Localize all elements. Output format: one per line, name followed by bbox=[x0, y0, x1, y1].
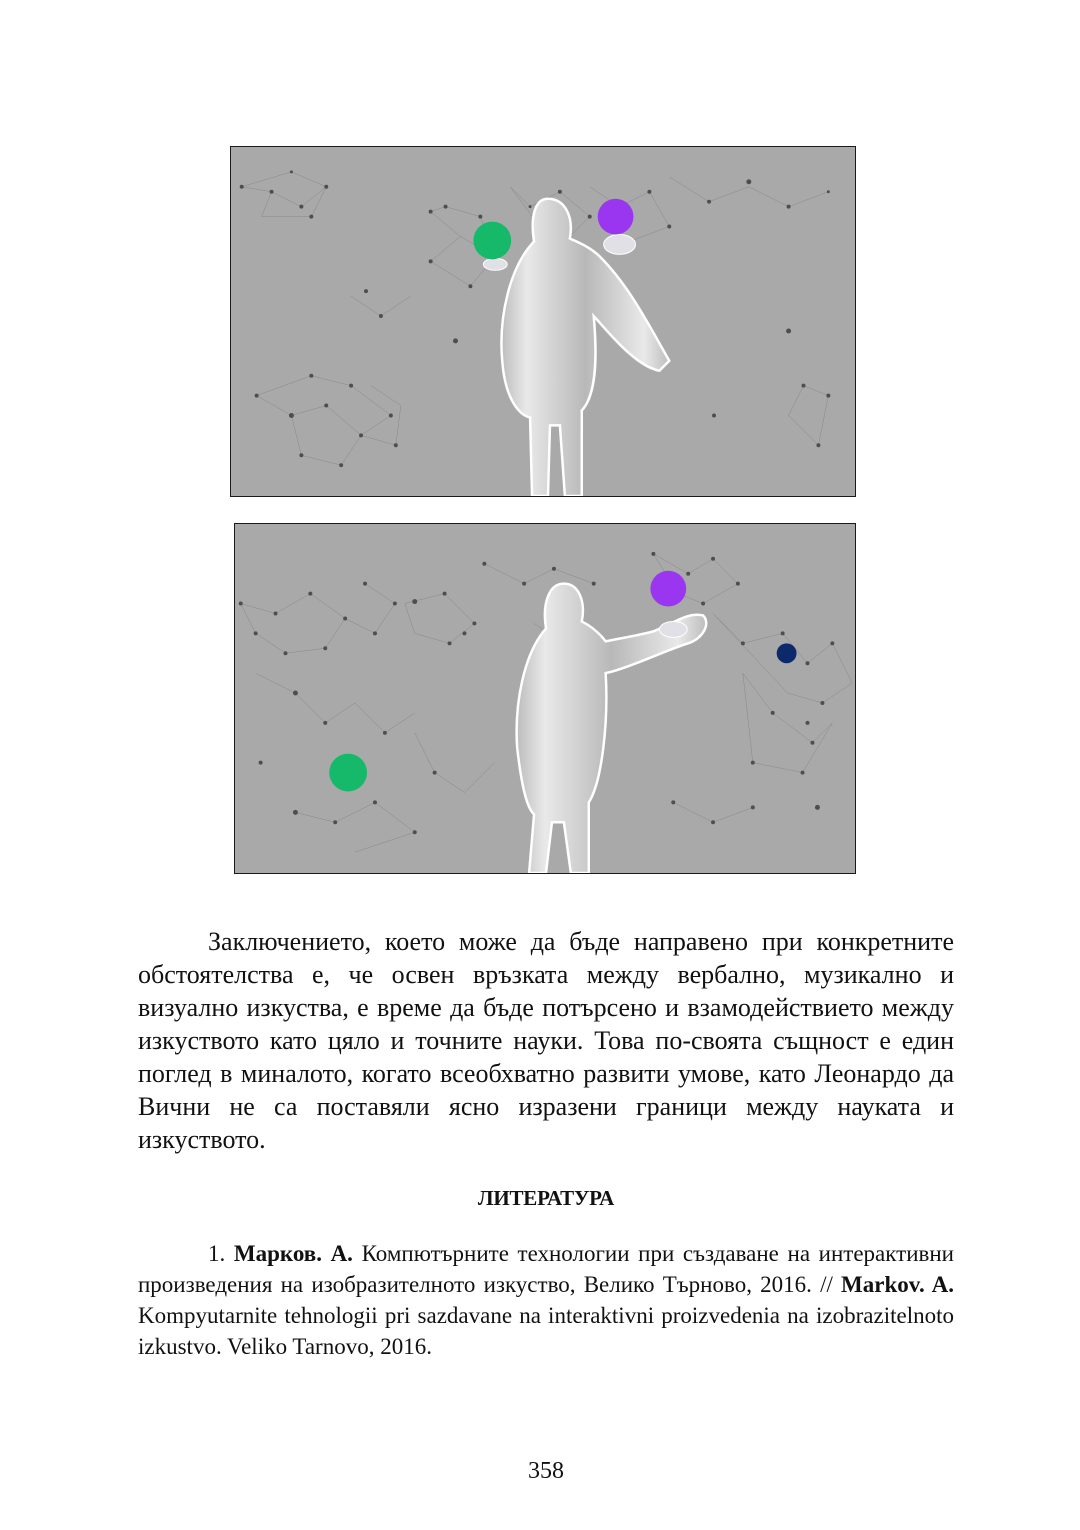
green-circle bbox=[473, 222, 511, 260]
hand-blobs bbox=[659, 621, 687, 637]
conclusion-paragraph: Заключението, което може да бъде направено при конкретните обстоятелства е, че освен връзката между вербално, музикално и визуално изкуства, е време да бъде потърсено и взамодействието между изкуството като цяло и точните науки. Това по-своята същност е един поглед в миналото, когато всеобхватно развити умове, като Леонардо да Вични не са поставяли ясно изразени граници между науката и изкуството. bbox=[138, 927, 954, 1154]
reference-author-lat: Markov. A. bbox=[841, 1272, 954, 1297]
silhouette-figure bbox=[501, 199, 669, 496]
navy-circle bbox=[777, 643, 797, 663]
figure-1 bbox=[230, 146, 856, 497]
purple-circle bbox=[650, 571, 686, 607]
reference-author-bg: Марков. А. bbox=[233, 1241, 353, 1266]
reference-number: 1. bbox=[208, 1241, 226, 1266]
references-heading: ЛИТЕРАТУРА bbox=[477, 1186, 615, 1210]
figure-1-graphic bbox=[231, 147, 855, 496]
figure-2-graphic bbox=[235, 524, 855, 873]
page-number: 358 bbox=[528, 1458, 564, 1484]
reference-text-bg: Компютърните технологии при създаване на интерактивни произведения на изобразителното изкуство, Велико Търново, 2016. // bbox=[138, 1241, 954, 1297]
reference-text-lat: Kompyutarnite tehnologii pri sazdavane na interaktivni proizvedenia na izobrazitelnoto izkustvo. Veliko Tarnovo, 2016. bbox=[138, 1303, 954, 1359]
green-circle bbox=[329, 754, 367, 792]
purple-circle bbox=[598, 199, 634, 235]
figure-2 bbox=[234, 523, 856, 874]
reference-item-1 bbox=[138, 1238, 954, 1362]
